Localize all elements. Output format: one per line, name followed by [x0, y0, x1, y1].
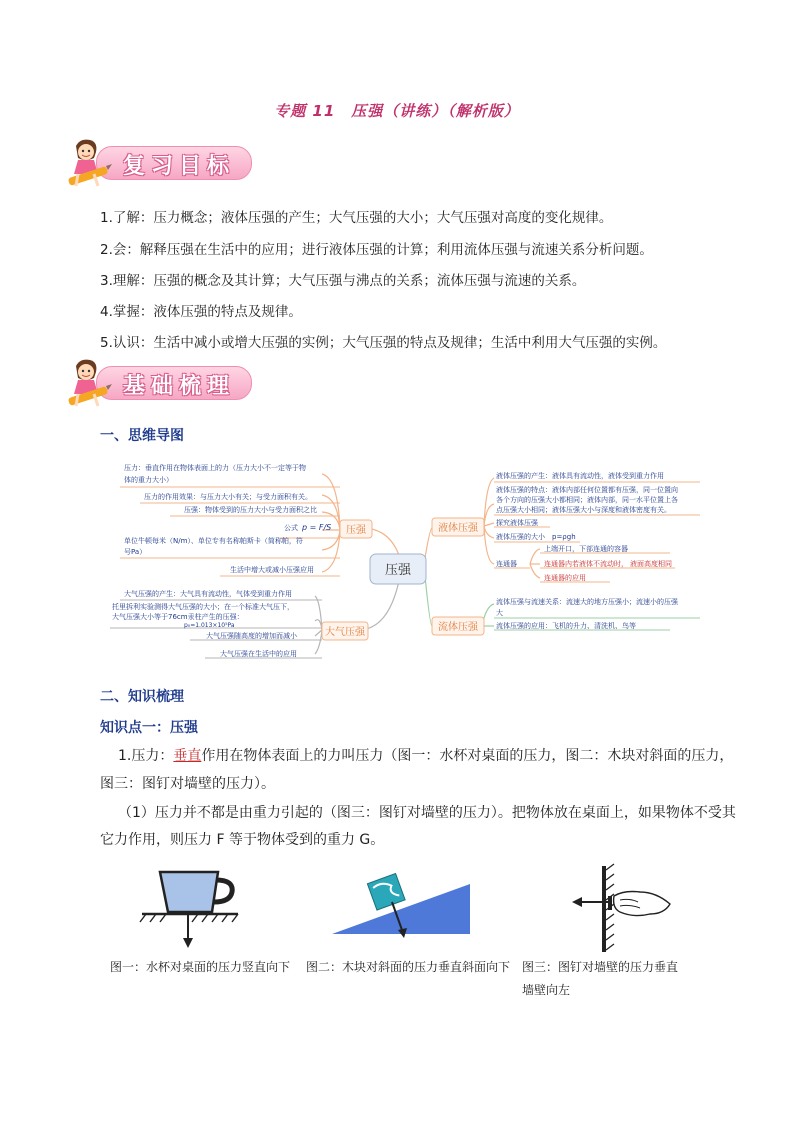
mindmap-leaf: 点压强大小相同；液体压强大小与深度和液体密度有关。 — [496, 506, 671, 514]
mindmap-leaf: 压力：垂直作用在物体表面上的力（压力大小不一定等于物 — [124, 464, 306, 472]
figure-caption: 图三：图钉对墙壁的压力垂直 — [522, 960, 679, 974]
mindmap-leaf: 液体压强的产生：液体具有流动性，液体受到重力作用 — [496, 472, 664, 480]
mindmap-formula: p = F/S — [302, 523, 332, 532]
mindmap-leaf: 单位牛顿每米（N/m）、单位专有名称帕斯卡（简称帕，符 — [124, 537, 303, 545]
mindmap-leaf: 上端开口，下部连通的容器 — [544, 545, 628, 553]
goal-item: 1.了解：压力概念；液体压强的产生；大气压强的大小；大气压强对高度的变化规律。 — [100, 210, 613, 226]
goal-item: 5.认识：生活中减小或增大压强的实例；大气压强的特点及规律；生活中利用大气压强的实例。 — [100, 335, 667, 351]
mindmap-leaf: 压力的作用效果：与压力大小有关；与受力面积有关。 — [144, 493, 312, 501]
figure-caption: 图二：木块对斜面的压力垂直斜面向下 — [306, 960, 511, 974]
goals-banner-label: 复习目标 — [96, 146, 252, 180]
branch-pressure: 压强 — [346, 525, 366, 536]
mindmap-leaf: 各个方向的压强大小都相同；液体内部，同一水平位置上各 — [496, 496, 678, 504]
mindmap-leaf: 连通器内若液体不流动时， — [544, 560, 628, 568]
block-on-incline-figure — [328, 872, 478, 940]
mindmap-leaf: 大气压强随高度的增加而减小 — [206, 632, 297, 640]
knowledge-point-title: 知识点一：压强 — [100, 720, 198, 736]
girl-pencil-icon — [66, 136, 112, 192]
mindmap-leaf: 号Pa） — [124, 548, 147, 556]
mindmap-leaf: 流体压强的应用：飞机的升力、清洗机、鸟等 — [496, 622, 636, 630]
paragraph-pressure-def-cont: 图三：图钉对墙壁的压力）。 — [100, 776, 275, 792]
mindmap-leaf: 大气压强大小等于76cm汞柱产生的压强： — [112, 613, 244, 621]
mind-map — [110, 458, 710, 668]
goal-item: 4.掌握：液体压强的特点及规律。 — [100, 304, 302, 320]
mindmap-leaf: 液面高度相同 — [630, 560, 672, 568]
page-title: 专题 11 压强（讲练）（解析版） — [274, 102, 520, 120]
mindmap-leaf: 流体压强与流速关系：流速大的地方压强小；流速小的压强 — [496, 598, 678, 606]
figure-caption: 图一：水杯对桌面的压力竖直向下 — [110, 960, 291, 974]
basics-banner — [66, 362, 266, 402]
mindmap-leaf: 公式 — [284, 524, 298, 532]
figure-caption: 墙壁向左 — [522, 983, 571, 997]
pin-on-wall-figure — [568, 862, 688, 956]
mindmap-leaf: 托里拆利实验测得大气压强的大小；在一个标准大气压下， — [112, 603, 294, 611]
mindmap-leaf: 探究液体压强 — [496, 519, 538, 527]
mindmap-center-label: 压强 — [384, 563, 412, 578]
section-heading: 一、思维导图 — [100, 428, 184, 444]
paragraph-not-gravity: （1）压力并不都是由重力引起的（图三：图钉对墙壁的压力）。把物体放在桌面上，如果物体不受其 — [118, 805, 736, 821]
girl-pencil-icon — [66, 356, 112, 412]
section-heading: 二、知识梳理 — [100, 689, 184, 705]
goals-banner — [66, 142, 266, 182]
paragraph-pressure-def: 1.压力：垂直作用在物体表面上的力叫压力（图一：水杯对桌面的压力，图二：木块对斜面的压力， — [118, 748, 734, 764]
mindmap-leaf: p₀=1.013×10⁵Pa — [184, 622, 235, 629]
paragraph-not-gravity-cont: 它力作用，则压力 F 等于物体受到的重力 G。 — [100, 832, 385, 848]
branch-air: 大气压强 — [325, 627, 365, 638]
cup-on-table-figure — [138, 868, 248, 950]
highlight-term: 垂直 — [173, 748, 202, 764]
mindmap-leaf: 大 — [496, 609, 503, 617]
mindmap-leaf: 连通器 — [496, 560, 517, 568]
mindmap-leaf: 压强：物体受到的压力大小与受力面积之比 — [184, 506, 317, 514]
goal-item: 2.会：解释压强在生活中的应用；进行液体压强的计算；利用流体压强与流速关系分析问题。 — [100, 242, 653, 258]
mindmap-leaf: 大气压强的产生：大气具有流动性，气体受到重力作用 — [124, 590, 292, 598]
mindmap-leaf: 连通器的应用 — [544, 574, 586, 582]
mindmap-leaf: 液体压强的大小 p=ρgh — [496, 533, 576, 541]
mindmap-leaf: 液体压强的特点：液体内部任何位置都有压强，同一位置向 — [496, 486, 678, 494]
branch-liquid: 液体压强 — [438, 523, 478, 534]
branch-fluid: 流体压强 — [438, 622, 478, 633]
mindmap-leaf: 体的重力大小） — [124, 476, 173, 484]
mindmap-leaf: 大气压强在生活中的应用 — [220, 650, 297, 658]
basics-banner-label: 基础梳理 — [96, 366, 252, 400]
mindmap-leaf: 生活中增大或减小压强应用 — [230, 566, 314, 574]
goal-item: 3.理解：压强的概念及其计算；大气压强与沸点的关系；流体压强与流速的关系。 — [100, 273, 586, 289]
